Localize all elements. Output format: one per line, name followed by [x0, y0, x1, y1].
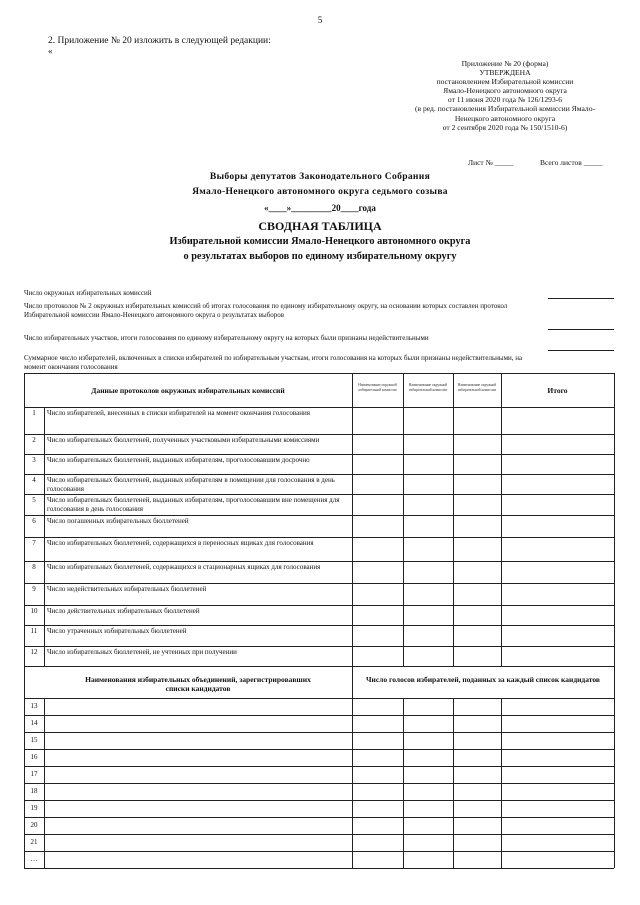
- table-value-cell[interactable]: [353, 408, 402, 433]
- table-column-rule: [24, 373, 25, 666]
- approval-block: [380, 59, 630, 132]
- info-blank[interactable]: [548, 298, 614, 299]
- table-row-label: Число действительных избирательных бюллетеней: [47, 607, 200, 615]
- party-votes-cell[interactable]: [404, 750, 452, 765]
- party-row-number: 16: [30, 753, 38, 761]
- table-value-cell[interactable]: [454, 495, 500, 514]
- table-column-rule: [403, 373, 404, 666]
- table-value-cell[interactable]: [404, 455, 452, 473]
- party-name-cell[interactable]: [46, 784, 350, 799]
- party-votes-cell[interactable]: [353, 733, 402, 748]
- table-value-cell[interactable]: [404, 584, 452, 604]
- party-name-cell[interactable]: [46, 835, 350, 850]
- party-votes-cell[interactable]: [502, 716, 613, 731]
- table-value-cell[interactable]: [502, 562, 613, 582]
- info-blank[interactable]: [548, 350, 614, 351]
- table-row-label: Число утраченных избирательных бюллетеней: [47, 627, 187, 635]
- party-votes-cell[interactable]: [404, 699, 452, 714]
- party-row-number: 18: [30, 787, 38, 795]
- table-value-cell[interactable]: [454, 626, 500, 645]
- page-number: 5: [317, 15, 323, 25]
- date-line: «____»_________20____года: [264, 203, 376, 213]
- table-row-label: Число избирательных бюллетеней, не учтенных при получении: [47, 648, 237, 656]
- party-votes-cell[interactable]: [454, 818, 500, 833]
- commission-column-header: Наименование окружной избирательной комиссии: [358, 383, 397, 392]
- party-votes-cell[interactable]: [502, 767, 613, 782]
- table-column-rule: [352, 373, 353, 666]
- party-votes-cell[interactable]: [502, 801, 613, 816]
- party-votes-cell[interactable]: [353, 716, 402, 731]
- table-value-cell[interactable]: [404, 435, 452, 453]
- party-name-cell[interactable]: [46, 818, 350, 833]
- party-votes-cell[interactable]: [404, 835, 452, 850]
- approval-line: постановлением Избирательной комиссии: [436, 77, 574, 87]
- approval-line: УТВЕРЖДЕНА: [479, 68, 531, 78]
- info-line: Суммарное число избирателей, включенных в списки избирателей по избирательным участкам, итоги голосования на которых были признаны недействительными, на момент окончания голосования: [24, 354, 523, 371]
- party-votes-cell[interactable]: [404, 716, 452, 731]
- table-row-label: Число избирательных бюллетеней, выданных избирателям в помещении для голосования в день голосования: [47, 476, 335, 493]
- party-row-rule: [24, 868, 614, 869]
- table-value-cell[interactable]: [502, 538, 613, 560]
- document-subtitle: Избирательной комиссии Ямало-Ненецкого автономного округа: [169, 236, 471, 247]
- party-row-number: 20: [30, 821, 38, 829]
- party-votes-cell[interactable]: [454, 733, 500, 748]
- document-title: СВОДНАЯ ТАБЛИЦА: [258, 219, 382, 233]
- party-header-right: Число голосов избирателей, поданных за каждый список кандидатов: [366, 676, 600, 684]
- table-value-cell[interactable]: [404, 538, 452, 560]
- table-value-cell[interactable]: [353, 606, 402, 624]
- info-line: Число избирательных участков, итоги голосования по единому избирательному округу на которых были признаны недействительными: [24, 334, 429, 342]
- table-value-cell[interactable]: [502, 435, 613, 453]
- table-value-cell[interactable]: [404, 647, 452, 665]
- party-votes-cell[interactable]: [353, 835, 402, 850]
- party-votes-cell[interactable]: [404, 852, 452, 867]
- table-value-cell[interactable]: [353, 495, 402, 514]
- table-value-cell[interactable]: [454, 408, 500, 433]
- party-votes-cell[interactable]: [353, 801, 402, 816]
- row-number: 12: [30, 648, 38, 656]
- party-row-number: 15: [30, 736, 38, 744]
- table-value-cell[interactable]: [502, 516, 613, 536]
- table-column-rule: [614, 373, 615, 666]
- table-value-cell[interactable]: [353, 455, 402, 473]
- party-votes-cell[interactable]: [454, 767, 500, 782]
- row-number: 2: [32, 436, 36, 444]
- table-value-cell[interactable]: [454, 584, 500, 604]
- party-votes-cell[interactable]: [404, 818, 452, 833]
- table-value-cell[interactable]: [502, 647, 613, 665]
- quote-mark: «: [48, 46, 53, 56]
- table-value-cell[interactable]: [353, 562, 402, 582]
- party-votes-cell[interactable]: [502, 852, 613, 867]
- party-name-cell[interactable]: [46, 767, 350, 782]
- table-row-label: Число избирательных бюллетеней, выданных избирателям, проголосовавшим досрочно: [47, 456, 310, 464]
- party-votes-cell[interactable]: [353, 767, 402, 782]
- party-votes-cell[interactable]: [502, 699, 613, 714]
- approval-line: Ненецкого автономного округа: [454, 113, 556, 123]
- total-column-header: Итого: [547, 387, 568, 395]
- table-column-rule: [614, 666, 615, 868]
- party-votes-cell[interactable]: [454, 750, 500, 765]
- table-value-cell[interactable]: [454, 538, 500, 560]
- table-value-cell[interactable]: [353, 626, 402, 645]
- party-votes-cell[interactable]: [502, 818, 613, 833]
- table-value-cell[interactable]: [454, 475, 500, 493]
- table-row-label: Число избирательных бюллетеней, полученных участковыми избирательными комиссиями: [47, 436, 320, 444]
- table-value-cell[interactable]: [353, 435, 402, 453]
- table-value-cell[interactable]: [502, 626, 613, 645]
- row-number: 8: [32, 563, 36, 571]
- approval-line: от 2 сентября 2020 года № 150/1510-6): [442, 122, 568, 132]
- approval-line: от 11 июня 2020 года № 126/1293-6: [447, 95, 563, 105]
- approval-line: Ямало-Ненецкого автономного округа: [443, 86, 567, 96]
- table-value-cell[interactable]: [454, 435, 500, 453]
- table-column-rule: [44, 407, 45, 666]
- party-votes-cell[interactable]: [404, 733, 452, 748]
- table-value-cell[interactable]: [404, 495, 452, 514]
- table-value-cell[interactable]: [502, 584, 613, 604]
- election-title-2: Ямало-Ненецкого автономного округа седьмого созыва: [192, 186, 448, 197]
- party-name-cell[interactable]: [46, 852, 350, 867]
- info-line: Число окружных избирательных комиссий: [24, 289, 152, 297]
- party-row-number: 13: [30, 702, 38, 710]
- party-votes-cell[interactable]: [454, 801, 500, 816]
- table-value-cell[interactable]: [353, 516, 402, 536]
- party-votes-cell[interactable]: [353, 750, 402, 765]
- table-row-label: Число недействительных избирательных бюллетеней: [47, 585, 207, 593]
- table-value-cell[interactable]: [454, 455, 500, 473]
- party-name-cell[interactable]: [46, 750, 350, 765]
- table-value-cell[interactable]: [454, 606, 500, 624]
- party-votes-cell[interactable]: [454, 835, 500, 850]
- table-value-cell[interactable]: [404, 562, 452, 582]
- party-row-number: 21: [30, 838, 38, 846]
- party-votes-cell[interactable]: [454, 852, 500, 867]
- row-number: 5: [32, 496, 36, 504]
- commission-column-header: Наименование окружной избирательной комиссии: [457, 383, 497, 392]
- table-row-label: Число погашенных избирательных бюллетеней: [47, 517, 189, 525]
- party-votes-cell[interactable]: [404, 784, 452, 799]
- table-value-cell[interactable]: [353, 647, 402, 665]
- table-header-main: Данные протоколов окружных избирательных комиссий: [91, 387, 285, 395]
- party-votes-cell[interactable]: [502, 750, 613, 765]
- table-row-label: Число избирательных бюллетеней, содержащихся в переносных ящиках для голосования: [47, 539, 314, 547]
- party-votes-cell[interactable]: [502, 784, 613, 799]
- party-row-number: 19: [30, 804, 38, 812]
- table-value-cell[interactable]: [353, 475, 402, 493]
- table-value-cell[interactable]: [454, 562, 500, 582]
- party-votes-cell[interactable]: [353, 699, 402, 714]
- party-votes-cell[interactable]: [454, 699, 500, 714]
- table-value-cell[interactable]: [454, 647, 500, 665]
- approval-line: Приложение № 20 (форма): [461, 59, 549, 68]
- party-votes-cell[interactable]: [502, 835, 613, 850]
- table-value-cell[interactable]: [404, 516, 452, 536]
- total-sheets: Всего листов _____: [540, 158, 603, 167]
- table-row-label: Число избирательных бюллетеней, выданных избирателям, проголосовавшим вне помещения для голосования в день голосования: [47, 496, 340, 513]
- table-column-rule: [501, 373, 502, 666]
- table-value-cell[interactable]: [404, 626, 452, 645]
- row-number: 7: [32, 539, 36, 547]
- party-votes-cell[interactable]: [353, 784, 402, 799]
- row-number: 11: [30, 627, 38, 635]
- info-line: Число протоколов № 2 окружных избирательных комиссий об итогах голосования по единому избирательному округу, на основании которых составлен протокол Избирательной комиссии Ямало-Ненецкого автономного округа о результатах выборов: [24, 302, 508, 319]
- party-row-number: …: [30, 855, 38, 863]
- commission-column-header: Наименование окружной избирательной комиссии: [408, 383, 448, 392]
- row-number: 6: [32, 517, 36, 525]
- table-value-cell[interactable]: [353, 538, 402, 560]
- party-votes-cell[interactable]: [404, 801, 452, 816]
- table-value-cell[interactable]: [454, 516, 500, 536]
- table-row-rule: [24, 666, 614, 667]
- party-name-cell[interactable]: [46, 801, 350, 816]
- party-name-cell[interactable]: [46, 716, 350, 731]
- intro-text: 2. Приложение № 20 изложить в следующей редакции:: [48, 36, 271, 46]
- election-title: Выборы депутатов Законодательного Собрания: [209, 171, 431, 182]
- party-row-number: 17: [30, 770, 38, 778]
- table-value-cell[interactable]: [502, 455, 613, 473]
- sheet-number: Лист № _____: [468, 158, 514, 167]
- row-number: 4: [32, 476, 36, 484]
- row-number: 9: [32, 585, 36, 593]
- party-votes-cell[interactable]: [454, 716, 500, 731]
- party-votes-cell[interactable]: [353, 852, 402, 867]
- party-name-cell[interactable]: [46, 699, 350, 714]
- party-votes-cell[interactable]: [404, 767, 452, 782]
- table-border-top: [24, 373, 614, 374]
- info-blank[interactable]: [548, 329, 614, 330]
- table-value-cell[interactable]: [502, 606, 613, 624]
- table-row-label: Число избирательных бюллетеней, содержащихся в стационарных ящиках для голосования: [47, 563, 321, 571]
- party-votes-cell[interactable]: [502, 733, 613, 748]
- table-column-rule: [453, 373, 454, 666]
- party-votes-cell[interactable]: [454, 784, 500, 799]
- row-number: 1: [32, 409, 36, 417]
- table-value-cell[interactable]: [502, 408, 613, 433]
- party-votes-cell[interactable]: [353, 818, 402, 833]
- table-value-cell[interactable]: [404, 606, 452, 624]
- table-value-cell[interactable]: [404, 408, 452, 433]
- row-number: 10: [30, 607, 38, 615]
- document-subtitle-2: о результатах выборов по единому избирательному округу: [183, 251, 457, 262]
- table-value-cell[interactable]: [404, 475, 452, 493]
- table-row-label: Число избирателей, внесенных в списки избирателей на момент окончания голосования: [47, 409, 310, 417]
- party-row-number: 14: [30, 719, 38, 727]
- table-value-cell[interactable]: [502, 495, 613, 514]
- row-number: 3: [32, 456, 36, 464]
- party-header-left: Наименования избирательных объединений, зарегистрировавших списки кандидатов: [85, 676, 311, 693]
- approval-line: (в ред. постановления Избирательной комиссии Ямало-: [414, 104, 596, 114]
- party-name-cell[interactable]: [46, 733, 350, 748]
- table-value-cell[interactable]: [502, 475, 613, 493]
- table-value-cell[interactable]: [353, 584, 402, 604]
